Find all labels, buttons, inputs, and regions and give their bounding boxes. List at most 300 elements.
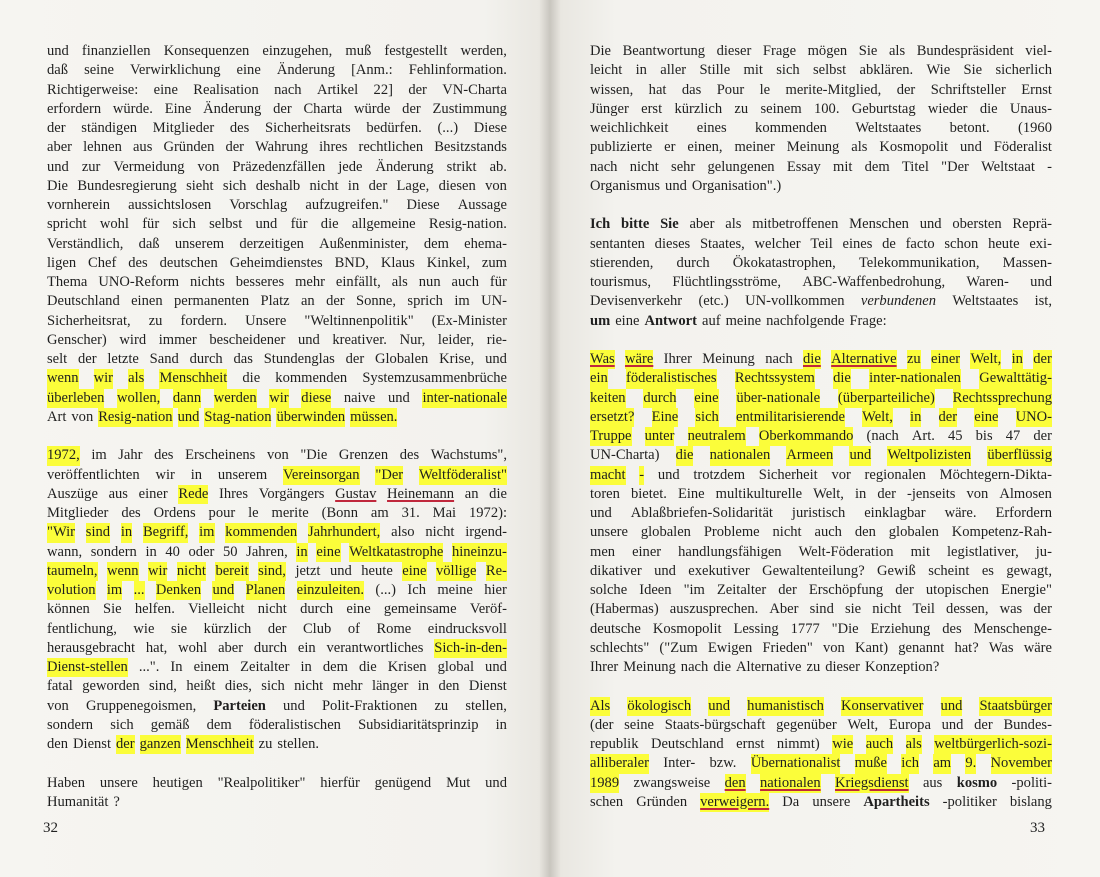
text-line (590, 254, 1052, 273)
word: genügend (374, 774, 432, 791)
word: Ihrer (590, 659, 619, 675)
highlighted-word: Dienst-stellen (47, 658, 128, 677)
word: eine (153, 81, 178, 98)
highlighted-word: neutralem (688, 427, 746, 446)
text-line (590, 735, 1052, 754)
word: schlechts" (590, 639, 650, 656)
highlighted-word: und (849, 446, 871, 465)
highlighted-word: Truppe (590, 427, 632, 446)
word: ju- (1035, 543, 1052, 560)
word: Gruppenegoismen, (85, 697, 197, 714)
word: herausgebracht (47, 639, 136, 656)
paragraph-gap (47, 427, 507, 446)
word: nun (418, 274, 441, 290)
text-line (47, 735, 507, 754)
word: bitte (621, 216, 650, 233)
text-line (47, 408, 507, 427)
word: ein (297, 639, 316, 656)
word: (...) (375, 582, 397, 598)
word: Meinung (702, 351, 755, 367)
word: den (47, 736, 69, 752)
word: tourismus, (590, 274, 652, 290)
word: unsere (590, 524, 628, 541)
text-line (590, 774, 1052, 793)
highlighted-word: einzuleiten. (297, 581, 364, 600)
word: kommenden (275, 370, 348, 387)
word: des (128, 254, 148, 271)
word: aus (108, 485, 128, 502)
word: Charta (303, 100, 343, 117)
word: Reprä- (1012, 216, 1052, 233)
text-line (590, 639, 1052, 658)
highlighted-word: der (1033, 350, 1052, 369)
word: von (266, 447, 289, 464)
word: seinem (760, 100, 802, 117)
highlighted-word: entmilitarisierende (736, 408, 845, 427)
word: nimmt) (776, 736, 820, 752)
word: Richtigerweise: (47, 81, 139, 98)
word: immer (158, 331, 197, 348)
word: von (485, 177, 507, 194)
word: helfen. (134, 601, 175, 618)
word: eine (236, 62, 261, 79)
word: Almosen (999, 485, 1052, 502)
word: wann, (47, 543, 83, 560)
word: nicht (629, 158, 659, 175)
word: und (590, 505, 612, 521)
highlighted-word: wenn (107, 562, 139, 581)
text-line (47, 485, 507, 504)
text-line (47, 523, 507, 542)
word: zum (481, 254, 507, 271)
text-line (590, 119, 1052, 138)
word: des (121, 505, 141, 521)
highlighted-word: Menschheit (186, 735, 254, 754)
highlighted-word: Rechtssprechung (953, 389, 1052, 408)
word: nichts (190, 274, 225, 290)
word: finanziellen (81, 43, 151, 59)
highlighted-word: Eine (652, 408, 679, 427)
highlighted-word: ... (134, 581, 145, 600)
word: werden, (460, 43, 507, 59)
word: verantwortliches (326, 639, 424, 656)
word: Krisen (387, 659, 427, 675)
word: nach (765, 351, 793, 367)
highlighted-word: die (803, 350, 821, 369)
word: global (437, 659, 474, 675)
word: im (91, 447, 107, 464)
word: naive (343, 389, 376, 406)
text-line (47, 504, 507, 523)
text-line (47, 81, 507, 100)
word: der (47, 120, 66, 136)
text-line (47, 42, 507, 61)
text-line (590, 523, 1052, 542)
highlighted-word: bereit (215, 562, 248, 581)
highlighted-word: kommenden (225, 523, 297, 542)
word: utopischen (925, 582, 989, 598)
word: nach (590, 158, 618, 175)
word: kürzlich (203, 620, 252, 637)
text-line (47, 369, 507, 388)
word: dem (206, 716, 232, 733)
word: Welt-Föderation (798, 543, 894, 560)
word: Klaus (380, 254, 415, 271)
word: die (242, 370, 261, 387)
word: Ihres (218, 485, 249, 502)
word: Thema (47, 274, 88, 290)
highlighted-word: Rechtssystem (735, 369, 815, 388)
highlighted-word: nationalen (760, 774, 821, 793)
word: UNO-Reform (98, 274, 180, 290)
text-line (590, 466, 1052, 485)
word: nicht (425, 524, 455, 541)
highlighted-word: Re- (486, 562, 507, 581)
word: Änderung (375, 158, 434, 175)
word: kreativer. (332, 331, 387, 348)
word: der (267, 620, 287, 637)
highlighted-word: wir (269, 389, 288, 408)
word: daß (138, 235, 160, 252)
word: zu (434, 697, 449, 714)
word: Ordens (153, 505, 196, 521)
text-line (590, 754, 1052, 773)
word: es (981, 562, 994, 579)
word: Rome (376, 620, 412, 637)
word: (Bonn (321, 505, 358, 521)
word: und (657, 466, 680, 483)
word: hat (648, 81, 667, 98)
word: gegenüber (776, 716, 837, 733)
word: und (255, 216, 278, 233)
word: auch (451, 274, 479, 290)
word: länger (371, 678, 409, 695)
word: unserem (174, 235, 225, 252)
word: gewagt, (1006, 562, 1052, 579)
word: dies, (224, 678, 252, 695)
word: würde (354, 100, 391, 117)
word: kosmo (956, 774, 998, 791)
word: Konzeption? (864, 659, 940, 675)
word: Erziehung (870, 620, 931, 637)
word: selbst (209, 216, 243, 233)
word: unserem (217, 466, 268, 483)
text-line (590, 793, 1052, 812)
word: vor (831, 466, 851, 483)
highlighted-word: eine (974, 408, 998, 427)
left-page (0, 42, 550, 877)
highlighted-word: in (121, 523, 132, 542)
word: facto (905, 235, 935, 252)
word: bzw. (709, 755, 737, 772)
word: als (725, 216, 742, 233)
text-line (47, 350, 507, 369)
word: als (391, 274, 408, 290)
highlighted-word: einer (931, 350, 960, 369)
highlighted-word: völlige (436, 562, 476, 581)
highlighted-word: UNO- (1016, 408, 1052, 427)
word: le (759, 81, 771, 98)
word: Sie (963, 62, 983, 79)
highlighted-word: föderalistisches (626, 369, 717, 388)
word: hierfür (320, 774, 360, 791)
word: Staates, (699, 235, 745, 252)
word: und (47, 43, 69, 59)
word: fordern. (180, 312, 227, 329)
text-line (590, 446, 1052, 465)
word: wissen, (590, 81, 634, 98)
word: Frage (762, 43, 797, 59)
text-line (590, 369, 1052, 388)
word: des (399, 447, 420, 464)
word: Nur, (399, 331, 426, 348)
text-line (47, 177, 507, 196)
word: und (654, 562, 676, 579)
word: wäre (1023, 639, 1052, 656)
highlighted-word: in (910, 408, 921, 427)
word: -politiker (942, 793, 997, 810)
text-line (590, 658, 1052, 677)
word: Da (782, 793, 800, 810)
word: Sicherheitsrat, (47, 312, 131, 329)
word: -jenseits (906, 485, 956, 502)
word: stellen. (277, 736, 319, 752)
word: Bundespräsident (916, 43, 1014, 59)
word: solche (590, 582, 628, 598)
paragraph-gap (590, 331, 1052, 350)
word: Sie (660, 216, 679, 233)
text-line (590, 408, 1052, 427)
word: Die (47, 177, 69, 194)
word: Heinemann (387, 485, 455, 502)
word: fentlichung, (47, 620, 117, 637)
word: mit (910, 543, 930, 560)
highlighted-word: keiten (590, 389, 626, 408)
word: Ich (407, 582, 426, 598)
highlighted-word: unter (645, 427, 675, 446)
word: Ökokatastrophen, (732, 254, 836, 271)
word: Flüchtlingsströme, (672, 274, 782, 290)
word: und (283, 697, 305, 714)
highlighted-word: wenn (47, 369, 79, 388)
word: toren (590, 485, 620, 502)
word: Energie" (1000, 582, 1052, 598)
word: veröffentlichten (47, 466, 140, 483)
text-line (590, 504, 1052, 523)
word: Änderung (276, 62, 336, 79)
word: exekutiver (688, 562, 750, 579)
word: sieht (186, 177, 214, 194)
word: merite-Mitglied, (785, 81, 882, 98)
text-line (47, 562, 507, 581)
word: zwangsweise (633, 774, 711, 791)
text-line (590, 312, 1052, 331)
text-line (47, 543, 507, 562)
word: Fehlinformation. (408, 62, 507, 79)
word: viel- (1025, 43, 1052, 59)
word: nach (274, 81, 302, 98)
highlighted-word: Resig-nation (98, 408, 172, 427)
word: leider, (437, 331, 475, 348)
word: und (485, 659, 507, 675)
highlighted-word: und (941, 697, 963, 716)
highlighted-word: Denken (156, 581, 201, 600)
highlighted-word: über-nationale (736, 389, 820, 408)
word: Staats-bürgschaft (664, 716, 766, 733)
word: "Weltinnenpolitik" (304, 312, 414, 329)
word: das (233, 351, 253, 367)
word: Subsidiaritätsprinzip (358, 716, 479, 733)
word: dessen, (946, 601, 989, 618)
highlighted-word: hineinzu- (452, 543, 507, 562)
word: jetzt (295, 562, 321, 579)
word: der (877, 485, 896, 502)
highlighted-word: "Der (375, 466, 403, 485)
word: des (229, 120, 250, 136)
word: aus (132, 139, 153, 156)
word: aber (47, 139, 73, 156)
word: ehema- (464, 235, 507, 252)
word: sich (110, 716, 134, 733)
highlighted-word: den (725, 774, 746, 793)
word: können (47, 601, 90, 618)
word: im (454, 293, 470, 310)
word: de (882, 235, 896, 252)
word: aussichtslosen (128, 197, 212, 213)
word: der (326, 293, 345, 310)
word: ihres (319, 139, 348, 156)
word: ernst (736, 736, 765, 752)
word: Zeitalter (716, 582, 767, 598)
word: würde. (112, 100, 153, 117)
word: zu (734, 100, 749, 117)
word: 100. (814, 100, 840, 117)
word: merite (271, 505, 309, 521)
highlighted-word: müssen. (350, 408, 397, 427)
word: Kinkel, (426, 254, 470, 271)
word: irgend- (465, 524, 507, 541)
word: Auszüge (47, 485, 98, 502)
word: einer (632, 543, 662, 560)
word: Vermeidung (113, 158, 185, 175)
word: leicht (590, 62, 623, 79)
highlighted-word: werden (214, 389, 257, 408)
word: Sie (103, 601, 122, 618)
word: pour (208, 505, 236, 521)
word: "Die (300, 447, 328, 464)
word: sich (776, 62, 800, 79)
text-line (47, 466, 507, 485)
highlighted-word: Übernationalist (751, 754, 841, 773)
word: des (154, 447, 174, 464)
word: Vorgängers (258, 485, 325, 502)
word: Sicherheitsrats (265, 120, 351, 136)
word: In (170, 659, 183, 675)
word: besseres (235, 274, 285, 290)
word: fatal (47, 678, 73, 695)
word: rie- (486, 331, 507, 348)
word: der (1033, 601, 1052, 618)
highlighted-word: in (296, 543, 307, 562)
word: der (408, 81, 427, 98)
word: Möchtegern-Dikta- (939, 466, 1052, 483)
word: exi- (1029, 235, 1052, 252)
highlighted-word: Armeen (786, 446, 833, 465)
highlighted-word: wir (94, 369, 113, 388)
word: der (78, 351, 97, 367)
word: Weltstaates (855, 120, 922, 136)
highlighted-word: - (639, 466, 644, 485)
highlighted-word: inter-nationale (422, 389, 507, 408)
word: UN- (481, 293, 507, 310)
highlighted-word: sind (86, 523, 110, 542)
highlighted-word: und (212, 581, 234, 600)
highlighted-word: Vereinsorgan (283, 466, 360, 485)
word: des (942, 620, 962, 637)
word: selt (47, 351, 68, 367)
word: Lage, (396, 177, 430, 194)
word: Realisation (193, 81, 259, 98)
word: UN-Charta) (590, 447, 660, 464)
word: zu (148, 312, 163, 329)
word: 50 (223, 543, 238, 560)
word: spricht (47, 216, 87, 233)
word: Eine (677, 485, 705, 502)
word: Sonne, (356, 293, 397, 310)
word: welcher (754, 235, 801, 252)
word: an (464, 485, 479, 502)
word: Stundenglas (263, 351, 335, 367)
word: der (273, 100, 292, 117)
word: multikulturelle (715, 485, 803, 502)
highlighted-word: am (933, 754, 951, 773)
text-line (590, 177, 1052, 196)
highlighted-word: Weltföderalist" (419, 466, 507, 485)
word: Welt, (813, 485, 844, 502)
text-line (590, 235, 1052, 254)
word: Haben (47, 774, 85, 791)
word: dieser (716, 43, 752, 59)
word: was (999, 601, 1023, 618)
highlighted-word: dann (173, 389, 201, 408)
text-line (47, 446, 507, 465)
word: die (358, 659, 377, 675)
word: dieser (825, 659, 860, 675)
word: vornherein (47, 197, 111, 213)
highlighted-word: Stag-nation (204, 408, 271, 427)
word: Geburtstag (851, 100, 916, 117)
word: die (320, 216, 339, 233)
word: ? (113, 793, 120, 810)
highlighted-word: ein (590, 369, 608, 388)
word: Ihrer (663, 351, 692, 367)
highlighted-word: Begriff, (143, 523, 188, 542)
word: meiner (734, 139, 775, 156)
word: sprich (407, 293, 443, 310)
word: Wahrung (255, 139, 309, 156)
word: mehr (295, 274, 325, 290)
word: mitbetroffenen (752, 216, 839, 233)
highlighted-word: alliberaler (590, 754, 649, 773)
word: Mai (432, 505, 457, 521)
word: schen (590, 793, 624, 810)
word: Frage: (849, 312, 887, 329)
word: Geheimdienstes (229, 254, 323, 271)
word: 31. (401, 505, 420, 521)
page-number-left: 32 (43, 820, 58, 836)
text-line (47, 312, 507, 331)
word: festgestellt (384, 43, 448, 59)
